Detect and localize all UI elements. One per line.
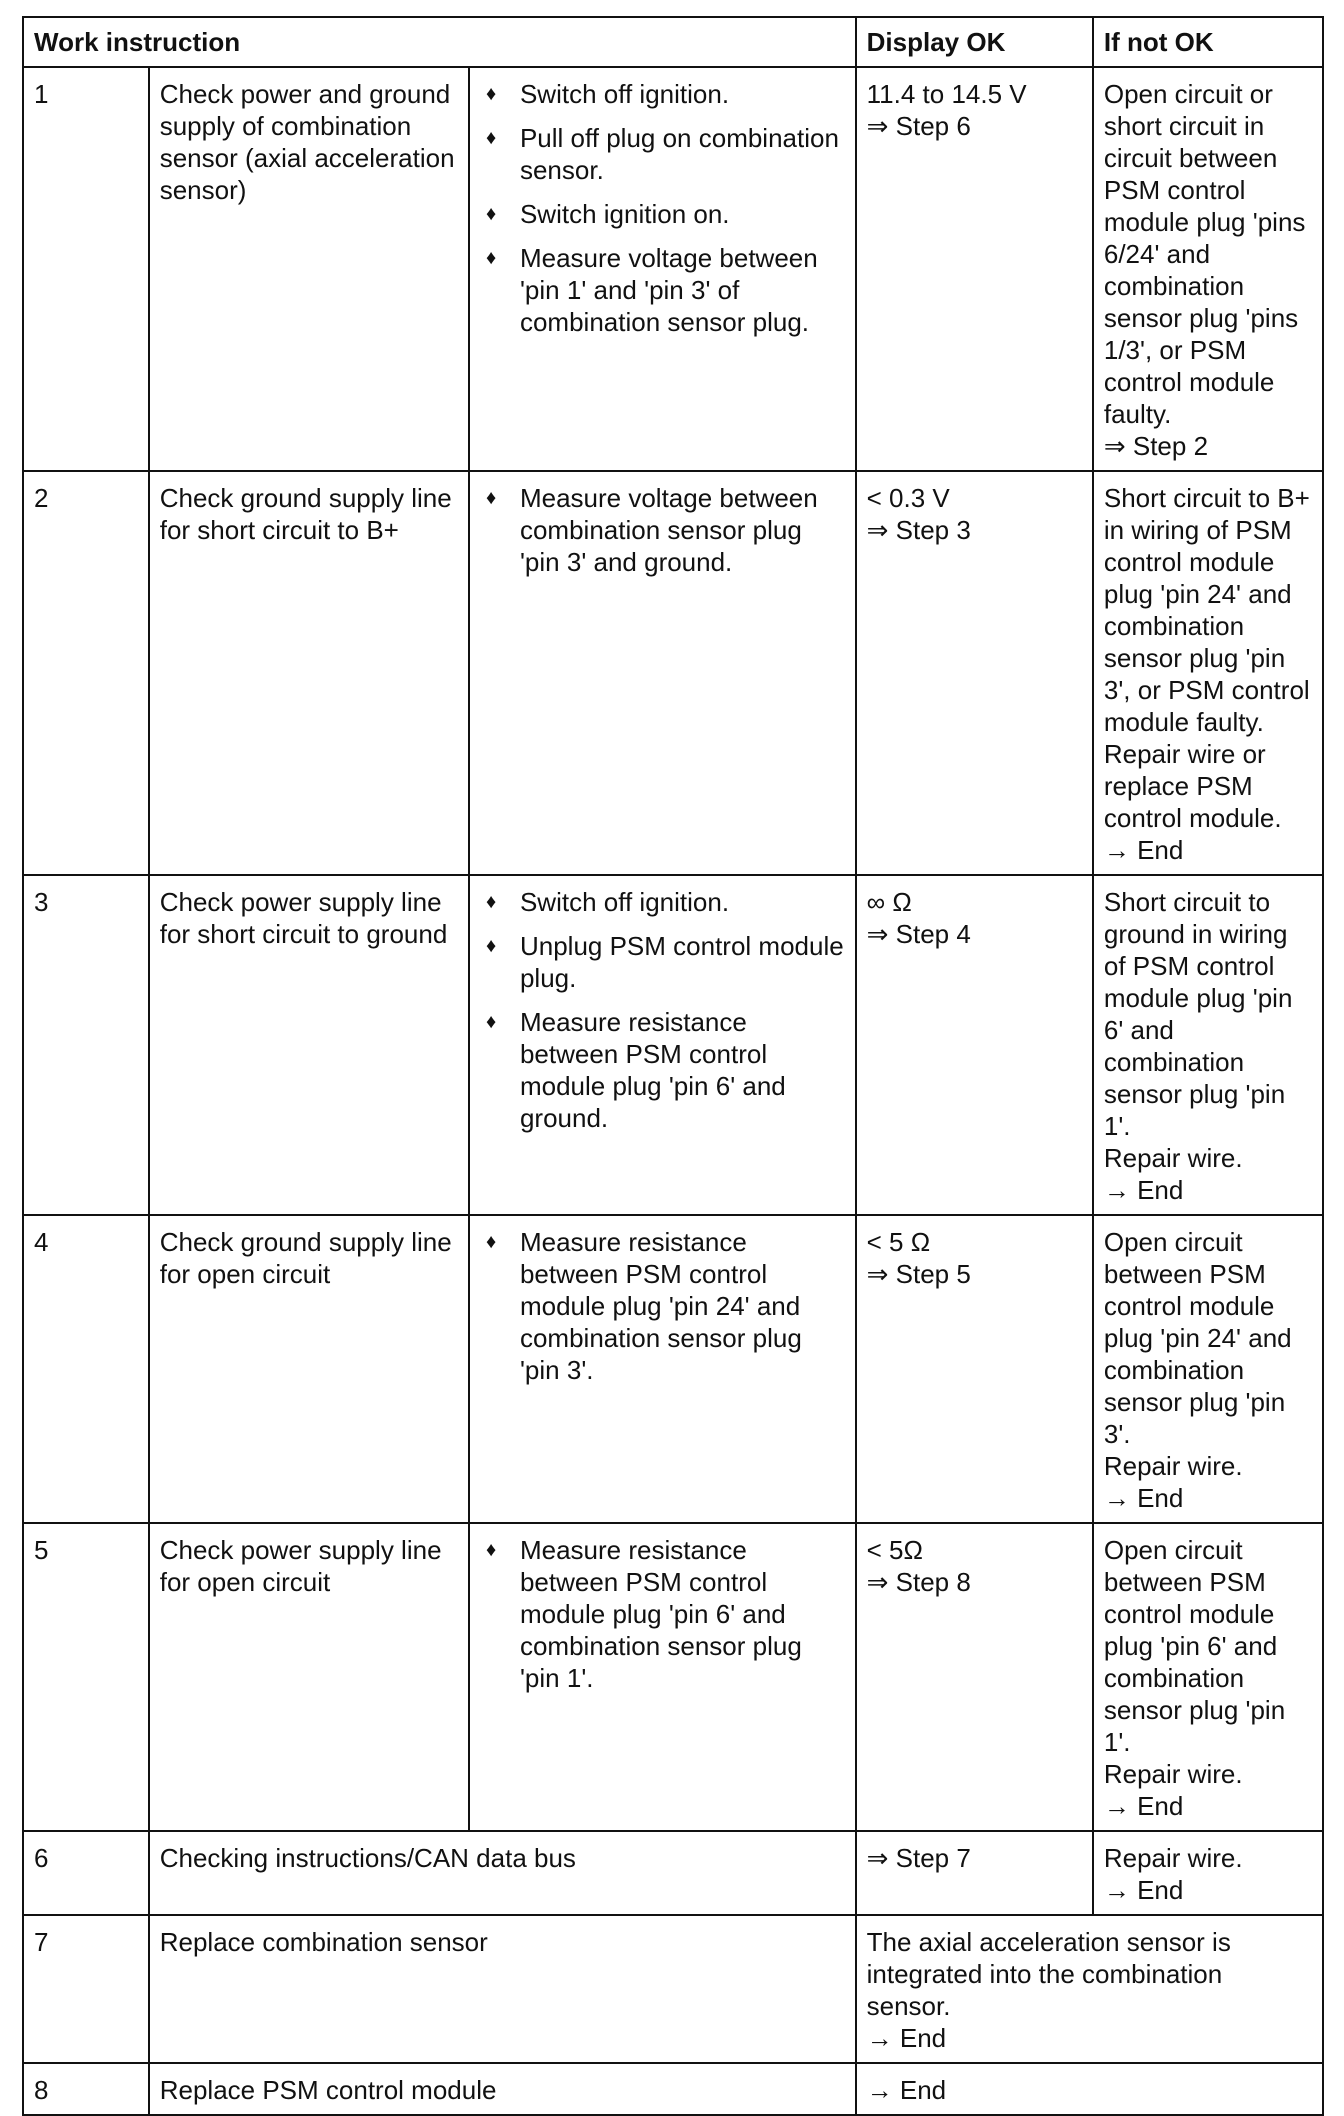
if-not-ok-cell	[1093, 1523, 1323, 1831]
step-row-2	[23, 471, 1323, 875]
step-check: Check power and ground supply of combination sensor (axial acceleration sensor)	[149, 67, 469, 471]
step-check: Check power supply line for short circuit to ground	[149, 875, 469, 1215]
step-actions	[469, 1523, 856, 1831]
step-number: 7	[23, 1915, 149, 2063]
action-item: ♦ Measure resistance between PSM control module plug 'pin 6' and combination sensor plug 'pin 1'.	[480, 1534, 845, 1694]
display-ok-next-step: ⇒ Step 3	[866, 515, 971, 545]
step-number: 6	[23, 1831, 149, 1915]
display-ok-cell	[856, 1215, 1093, 1523]
action-item: ♦ Switch off ignition.	[480, 886, 845, 918]
step-row-7	[23, 1915, 1323, 2063]
action-item: ♦ Measure voltage between combination sensor plug 'pin 3' and ground.	[480, 482, 845, 578]
step-actions	[469, 875, 856, 1215]
if-not-ok-cell	[1093, 875, 1323, 1215]
step-check: Check ground supply line for short circuit to B+	[149, 471, 469, 875]
step-check: Check ground supply line for open circuit	[149, 1215, 469, 1523]
if-not-ok-text: Short circuit to B+ in wiring of PSM control module plug 'pin 24' and combination sensor plug 'pin 3', or PSM control module faulty. Repair wire or replace PSM control module. → End	[1103, 483, 1310, 865]
step-actions	[469, 1215, 856, 1523]
display-ok-cell	[856, 875, 1093, 1215]
display-ok-next-step: ⇒ Step 5	[866, 1259, 971, 1289]
header-if-not-ok: If not OK	[1093, 17, 1323, 67]
action-item: ♦ Switch ignition on.	[480, 198, 845, 230]
step-check: Replace combination sensor	[149, 1915, 856, 2063]
step-row-8	[23, 2063, 1323, 2115]
action-item: ♦ Unplug PSM control module plug.	[480, 930, 845, 994]
display-ok-value: 11.4 to 14.5 V	[866, 79, 1027, 109]
step-check: Replace PSM control module	[149, 2063, 856, 2115]
if-not-ok-cell	[1093, 67, 1323, 471]
if-not-ok-text: Open circuit or short circuit in circuit between PSM control module plug 'pins 6/24' and combination sensor plug 'pins 1/3', or PSM control module faulty. ⇒ Step 2	[1103, 79, 1306, 461]
if-not-ok-text: Open circuit between PSM control module plug 'pin 6' and combination sensor plug 'pin 1'. Repair wire. → End	[1103, 1535, 1286, 1821]
step-actions	[469, 471, 856, 875]
action-item: ♦ Measure voltage between 'pin 1' and 'pin 3' of combination sensor plug.	[480, 242, 845, 338]
display-ok-value: ∞ Ω	[866, 887, 912, 917]
display-ok-cell	[856, 67, 1093, 471]
header-display-ok: Display OK	[856, 17, 1093, 67]
step-number: 2	[23, 471, 149, 875]
action-item: ♦ Pull off plug on combination sensor.	[480, 122, 845, 186]
step-check: Check power supply line for open circuit	[149, 1523, 469, 1831]
display-ok-cell	[856, 471, 1093, 875]
action-item: ♦ Switch off ignition.	[480, 78, 845, 110]
note-cell	[856, 1915, 1323, 2063]
display-ok-value: < 5Ω	[866, 1535, 923, 1565]
note-cell: → End	[856, 2063, 1323, 2115]
step-number: 4	[23, 1215, 149, 1523]
if-not-ok-cell	[1093, 471, 1323, 875]
step-actions	[469, 67, 856, 471]
display-ok-next-step: ⇒ Step 4	[866, 919, 971, 949]
if-not-ok-cell	[1093, 1215, 1323, 1523]
step-row-5	[23, 1523, 1323, 1831]
work-instruction-table	[22, 16, 1324, 2116]
step-check: Checking instructions/CAN data bus	[149, 1831, 856, 1915]
step-number: 8	[23, 2063, 149, 2115]
step-row-6	[23, 1831, 1323, 1915]
action-item: ♦ Measure resistance between PSM control module plug 'pin 24' and combination sensor plug 'pin 3'.	[480, 1226, 845, 1386]
display-ok-value: < 0.3 V	[866, 483, 950, 513]
step-number: 3	[23, 875, 149, 1215]
action-item: ♦ Measure resistance between PSM control module plug 'pin 6' and ground.	[480, 1006, 845, 1134]
header-row	[23, 17, 1323, 67]
if-not-ok-text: Short circuit to ground in wiring of PSM control module plug 'pin 6' and combination sensor plug 'pin 1'. Repair wire. → End	[1103, 887, 1293, 1205]
if-not-ok-cell	[1093, 1831, 1323, 1915]
if-not-ok-text: Open circuit between PSM control module plug 'pin 24' and combination sensor plug 'pin 3'. Repair wire. → End	[1103, 1227, 1292, 1513]
note-text: The axial acceleration sensor is integrated into the combination sensor. → End	[866, 1927, 1231, 2053]
step-row-4	[23, 1215, 1323, 1523]
if-not-ok-text: Repair wire. → End	[1103, 1843, 1243, 1905]
header-work-instruction: Work instruction	[23, 17, 856, 67]
display-ok-value: < 5 Ω	[866, 1227, 931, 1257]
step-row-1	[23, 67, 1323, 471]
display-ok-next-step: ⇒ Step 8	[866, 1567, 971, 1597]
step-number: 1	[23, 67, 149, 471]
step-row-3	[23, 875, 1323, 1215]
display-ok-cell	[856, 1523, 1093, 1831]
step-number: 5	[23, 1523, 149, 1831]
display-ok-cell: ⇒ Step 7	[856, 1831, 1093, 1915]
display-ok-next-step: ⇒ Step 6	[866, 111, 971, 141]
